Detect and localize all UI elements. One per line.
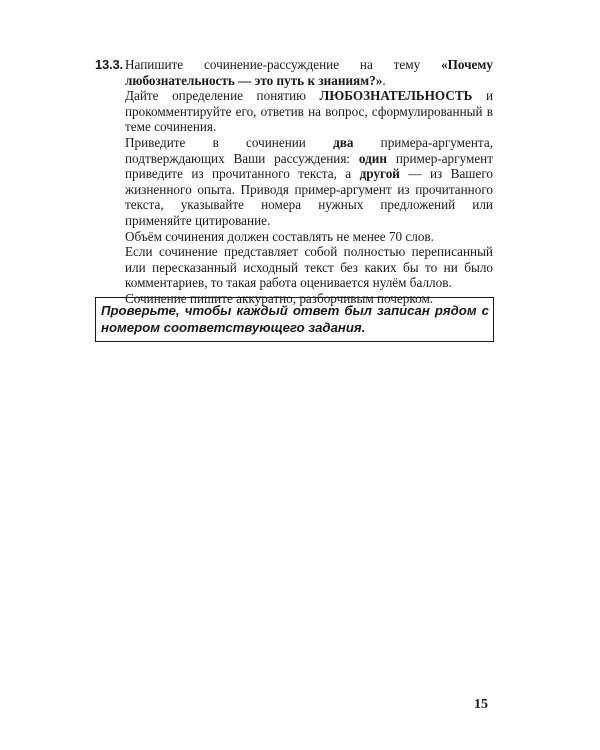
task-prompt-suffix: .: [382, 72, 386, 88]
task-body: [125, 57, 493, 307]
page-number: 15: [474, 697, 488, 712]
task-definition: [125, 88, 493, 135]
examples-part-1: Приведите в сочинении: [125, 134, 334, 150]
task-neatness: Сочинение пишите аккуратно, разборчивым почерком.: [125, 290, 434, 306]
task-volume: Объём сочинения должен составлять не менее 70 слов.: [125, 228, 434, 244]
examples-part-4: — из Вашего жизненного опыта. Приводя пример-аргумент из прочитанного текста, указывайте номера нужных предложений или применяйте цитирование.: [125, 166, 493, 228]
examples-one: один: [358, 150, 387, 166]
task-examples: [125, 135, 493, 229]
definition-suffix: и прокомментируйте его, ответив на вопрос, сформулированный в теме сочинения.: [125, 88, 493, 135]
examples-two: два: [333, 134, 354, 150]
examples-part-2: примера-аргумента, подтверждающих Ваши рассуждения:: [125, 134, 493, 166]
task-prompt: [125, 57, 493, 88]
definition-term: ЛЮБОЗНАТЕЛЬНОСТЬ: [319, 88, 473, 104]
task-13-3: [95, 57, 493, 307]
definition-prefix: Дайте определение понятию: [125, 88, 320, 104]
check-answers-notice: Проверьте, чтобы каждый ответ был записан рядом с номером соответствующего задания.: [95, 297, 494, 342]
task-topic: «Почему любознательность — это путь к знаниям?»: [125, 57, 493, 88]
examples-part-3: пример-аргумент приведите из прочитанного текста, а: [125, 150, 494, 182]
task-rewrite-rule: Если сочинение представляет собой полностью переписанный или пересказанный исходный текст без каких бы то ни было комментариев, то такая работа оценивается нулём баллов.: [125, 244, 493, 291]
task-prompt-prefix: Напишите сочинение-рассуждение на тему: [125, 57, 442, 72]
examples-other: другой: [359, 166, 400, 182]
task-number: 13.3.: [95, 57, 123, 72]
